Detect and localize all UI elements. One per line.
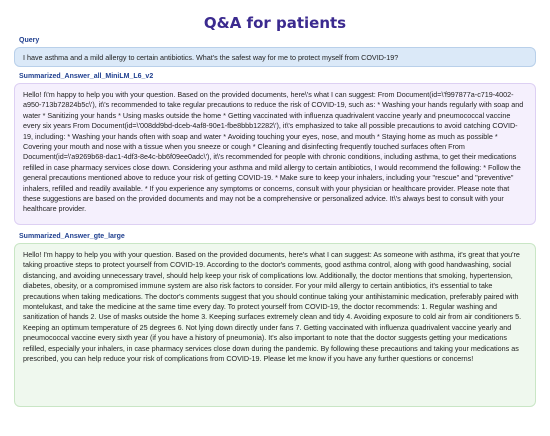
query-label: Query <box>19 37 40 44</box>
answer-gte-label: Summarized_Answer_gte_large <box>19 233 125 240</box>
answer-minilm-section <box>14 72 536 225</box>
answer-gte-box <box>14 243 536 407</box>
query-section <box>14 36 536 67</box>
answer-gte-section <box>14 232 536 407</box>
query-box <box>14 47 536 67</box>
answer-minilm-box <box>14 83 536 225</box>
answer-minilm-text: Hello! I\'m happy to help you with your question. Based on the provided documents, here\'s what I can suggest: From Document(id=\'f997877a-c719-4002-a950-713b72824b5c\'), it\'s recommended to take regular precautions to reduce the risk of COVID-19, such as: * Washing your hands regularly with soap and water * Sanitizing your hands * Using masks outside the home * Getting vaccinated with influenza quadrivalent vaccine yearly and pneumococcal vaccine every six years From Document(id=\'008dd9bd-dceb-4af8-90e1-fbe8bbb12282\'), it\'s emphasized to take all possible precautions to avoid catching COVID-19, including: * Washing your hands often with soap and water * Avoiding touching your eyes, nose, and mouth * Staying home as much as possible * Covering your mouth and nose with a tissue when you sneeze or cough * Cleaning and disinfecting frequently touched surfaces often From Document(id=\'a9269b68-dac1-4df3-8e4c-bb6f09ee0adc\'), it\'s recommended for people with chronic conditions, including asthma, to get their medications refilled in case pharmacy services close down. Considering your asthma and mild allergy to certain antibiotics, I would recommend the following: * Follow the general precautions mentioned above to reduce your risk of getting COVID-19. * Make sure to keep your inhalers, including your "rescue" and "preventive" inhalers, refilled and readily available. * If you experience any symptoms or concerns, consult with your physician or healthcare provider. Please note that these suggestions are based on the provided documents and may not be a comprehensive or personalized advice. It\'s always best to consult with your healthcare provider. <box>23 90 524 214</box>
answer-minilm-label: Summarized_Answer_all_MiniLM_L6_v2 <box>19 73 154 80</box>
answer-gte-text: Hello! I'm happy to help you with your question. Based on the provided documents, here's what I can suggest: As someone with asthma, it's great that you're taking proactive steps to protect yourself from COVID-19. According to the doctor's comments, good asthma control, along with good handwashing, social distancing, and avoiding unnecessary travel, should help keep your risk of complications low. Additionally, the doctor mentions that smoking, hypertension, diabetes, obesity, or a compromised immune system are also risk factors to consider. For your mild allergy to certain antibiotics, it's essential to take precautions when taking medications. The doctor's comments suggest that you should continue taking your antihistaminic medication, preferably paired with montelukast, and take the medicine at the same time every day. To protect yourself from COVID-19, the doctor recommends: 1. Regular washing and sanitization of hands 2. Use of masks outside the home 3. Keeping surfaces extremely clean and tidy 4. Avoiding exposure to cold air from air conditioners 5. Keeping an optimum temperature of 25 degrees 6. Not lying down directly under fans 7. Getting vaccinated with influenza quadrivalent vaccine yearly and pneumococcal vaccine every sixth year (if you have a history of pneumonia). It's also important to note that the doctor suggests getting your medications refilled, especially your inhalers, in case pharmacy services close down during the pandemic. By following these precautions and taking your medications as prescribed, you can help reduce your risk of complications from COVID-19. Please let me know if you have any further questions or concerns! <box>23 250 522 364</box>
page-title: Q&A for patients <box>203 14 347 32</box>
query-text: I have asthma and a mild allergy to certain antibiotics. What's the safest way for me to protect myself from COVID-19? <box>23 53 399 62</box>
